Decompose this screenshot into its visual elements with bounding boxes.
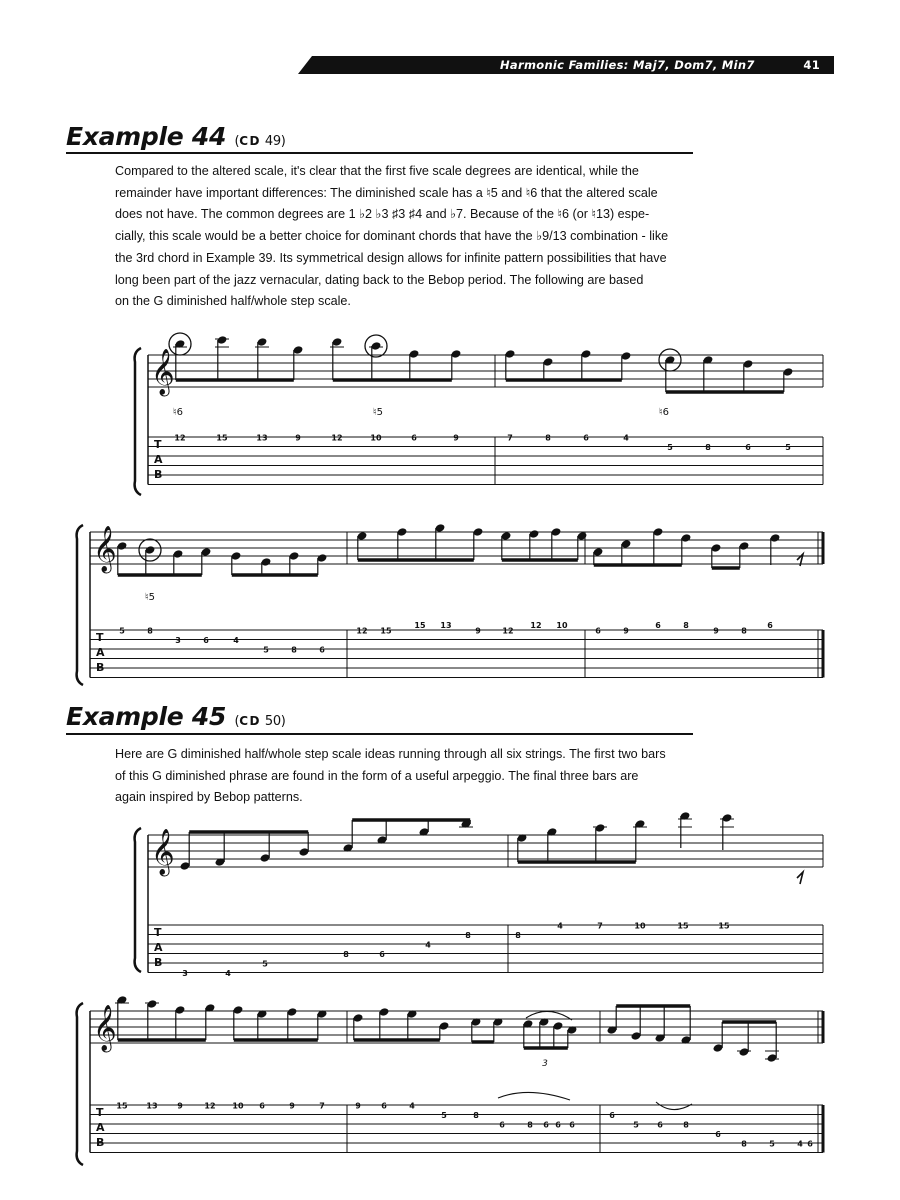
tab-clef-letter: B [154,956,163,969]
system-bracket [135,828,141,972]
tab-fret-number: 15 [116,1101,128,1111]
scale-degree-label: ♮5 [145,592,155,603]
example-45-cd-label: CD [239,714,262,728]
tab-fret-number: 5 [769,1139,775,1149]
tab-fret-number: 9 [355,1101,361,1111]
tab-clef-letter: A [154,941,163,954]
treble-clef: 𝄞 [151,349,175,395]
tab-fret-number: 9 [623,626,629,636]
tab-fret-number: 9 [475,626,481,636]
scale-degree-label: ♮6 [659,407,669,418]
tab-fret-number: 6 [583,433,589,443]
eighth-rest [797,872,803,884]
tab-fret-number: 8 [683,1120,689,1130]
tab-fret-number: 6 [595,626,601,636]
tab-fret-number: 12 [530,620,542,630]
tab-fret-number: 10 [370,433,382,443]
tab-fret-number: 6 [411,433,417,443]
tab-fret-number: 5 [667,443,673,452]
tab-numbers [116,434,813,1149]
tab-fret-number: 5 [441,1111,447,1120]
tab-fret-number: 6 [379,950,385,959]
tab-clef-letter: A [96,1121,105,1134]
tab-clef-letter: T [96,1106,104,1119]
tab-fret-number: 15 [216,433,228,443]
example-44-line: remainder have important differences: The diminished scale has a ♮5 and ♮6 that the altered scale [115,185,658,200]
tab-fret-number: 8 [343,950,349,959]
treble-clef: 𝄞 [93,1005,117,1051]
tab-fret-number: 4 [225,969,231,978]
tab-fret-number: 3 [182,969,188,978]
system-bracket [77,525,83,685]
tab-fret-number: 13 [146,1101,158,1111]
tab-fret-number: 7 [319,1101,325,1111]
tab-fret-number: 6 [203,636,209,645]
example-45-line: of this G diminished phrase are found in the form of a useful arpeggio. The final three bars are [115,768,639,783]
example-44-line: cially, this scale would be a better choice for dominant chords that have the ♭9/13 combination - like [115,229,669,244]
tab-fret-number: 5 [263,645,269,655]
tab-clef-letter: B [96,1136,105,1149]
tab-fret-number: 13 [440,620,452,630]
page-number: 41 [803,58,820,72]
tab-fret-number: 4 [425,940,431,950]
tab-clef-letter: B [154,468,163,481]
tab-fret-number: 10 [634,921,646,931]
example-44-line: does not have. The common degrees are 1 ♭2 ♭3 ♯3 ♯4 and ♭7. Because of the ♮6 (or ♮13) espe- [115,207,650,222]
tuplet-number: 3 [542,1059,548,1069]
tab-fret-number: 12 [174,433,186,443]
tie [498,1092,570,1100]
tab-fret-number: 3 [175,636,181,645]
tab-fret-number: 8 [291,645,297,655]
tab-fret-number: 12 [502,626,514,636]
tab-fret-number: 5 [262,959,268,969]
example-44-line: long been part of the jazz vernacular, dating back to the Bebop period. The following are based [115,272,644,287]
tab-fret-number: 7 [597,921,603,931]
example-45-title: Example 45 (CD 50) [66,702,286,731]
tab-fret-number: 6 [767,620,773,630]
tab-fret-number: 6 [499,1120,505,1130]
tab-fret-number: 5 [119,626,125,636]
tab-fret-number: 8 [473,1111,479,1120]
notation-systems [77,333,823,1165]
treble-clef: 𝄞 [151,829,175,875]
tab-fret-number: 4 [557,921,563,931]
tab-fret-number: 8 [465,931,471,940]
tab-clef-letter: A [154,453,163,466]
tab-fret-number: 6 [555,1120,561,1130]
tab-fret-number: 9 [289,1101,295,1111]
tab-fret-number: 15 [380,626,392,636]
tab-fret-number: 12 [331,433,343,443]
tab-fret-number: 8 [683,620,689,630]
tab-fret-number: 5 [785,443,791,452]
tab-clef-letter: A [96,646,105,659]
tab-fret-number: 9 [295,433,301,443]
tab-clef-letter: B [96,661,105,674]
tab-fret-number: 6 [319,645,325,655]
tab-fret-number: 8 [147,626,153,636]
tab-fret-number: 12 [204,1101,216,1111]
tab-fret-number: 6 [609,1111,615,1120]
example-45-line: Here are G diminished half/whole step scale ideas running through all six strings. The first two bars [115,747,666,761]
tab-fret-number: 8 [741,626,747,636]
tab-fret-number: 9 [713,626,719,636]
tab-clef-letter: T [154,926,162,939]
tab-fret-number: 8 [545,433,551,443]
tab-fret-number: 6 [715,1130,721,1139]
treble-clef: 𝄞 [93,526,117,572]
tab-fret-number: 15 [414,620,426,630]
tab-fret-number: 15 [718,921,730,931]
tab-fret-number: 4 [623,433,629,443]
tab-clef-letter: T [154,438,162,451]
tab-fret-number: 6 [657,1120,663,1130]
tab-fret-number: 12 [356,626,368,636]
tab-fret-number: 7 [507,433,513,443]
tab-fret-number: 15 [677,921,689,931]
tab-fret-number: 9 [453,433,459,443]
tab-fret-number: 6 [381,1101,387,1111]
system-bracket [77,1003,83,1165]
example-45-title-text: Example 45 [66,702,227,731]
tie [656,1102,692,1110]
tab-fret-number: 6 [543,1120,549,1130]
tab-fret-number: 5 [633,1120,639,1130]
tab-fret-number: 6 [655,620,661,630]
tab-fret-number: 8 [527,1120,533,1130]
tab-fret-number: 6 [745,443,751,452]
tab-fret-number: 4 [233,636,239,645]
tab-fret-number: 6 [569,1120,575,1130]
system-bracket [135,348,141,495]
example-44-cd-track: 49) [264,134,286,149]
tab-fret-number: 4 [409,1101,415,1111]
example-44-line: Compared to the altered scale, it's clear that the first five scale degrees are identical, while the [115,164,639,178]
tab-fret-number: 8 [515,931,521,940]
example-45-cd-track: 50) [264,714,286,729]
example-44-cd-label: CD [239,134,262,148]
scale-degree-label: ♮5 [373,407,383,418]
tab-fret-number: 9 [177,1101,183,1111]
tab-fret-number: 10 [232,1101,244,1111]
example-44-line: the 3rd chord in Example 39. Its symmetrical design allows for infinite pattern possibilities that have [115,250,667,265]
example-45-line: again inspired by Bebop patterns. [115,790,303,805]
header-title: Harmonic Families: Maj7, Dom7, Min7 [500,58,755,72]
tab-fret-number: 8 [741,1139,747,1149]
tab-fret-number: 10 [556,620,568,630]
tab-fret-number: 4 [797,1139,803,1149]
scale-degree-label: ♮6 [173,407,183,418]
annotations [145,407,669,1069]
tab-clef-letter: T [96,631,104,644]
example-44-line: on the G diminished half/whole step scale. [115,294,351,309]
tab-fret-number: 13 [256,433,268,443]
tab-fret-number: 6 [807,1139,813,1149]
example-44-title-text: Example 44 [66,122,227,151]
tab-fret-number: 6 [259,1101,265,1111]
example-44-title: Example 44 (CD 49) [66,122,286,151]
tab-fret-number: 8 [705,443,711,452]
